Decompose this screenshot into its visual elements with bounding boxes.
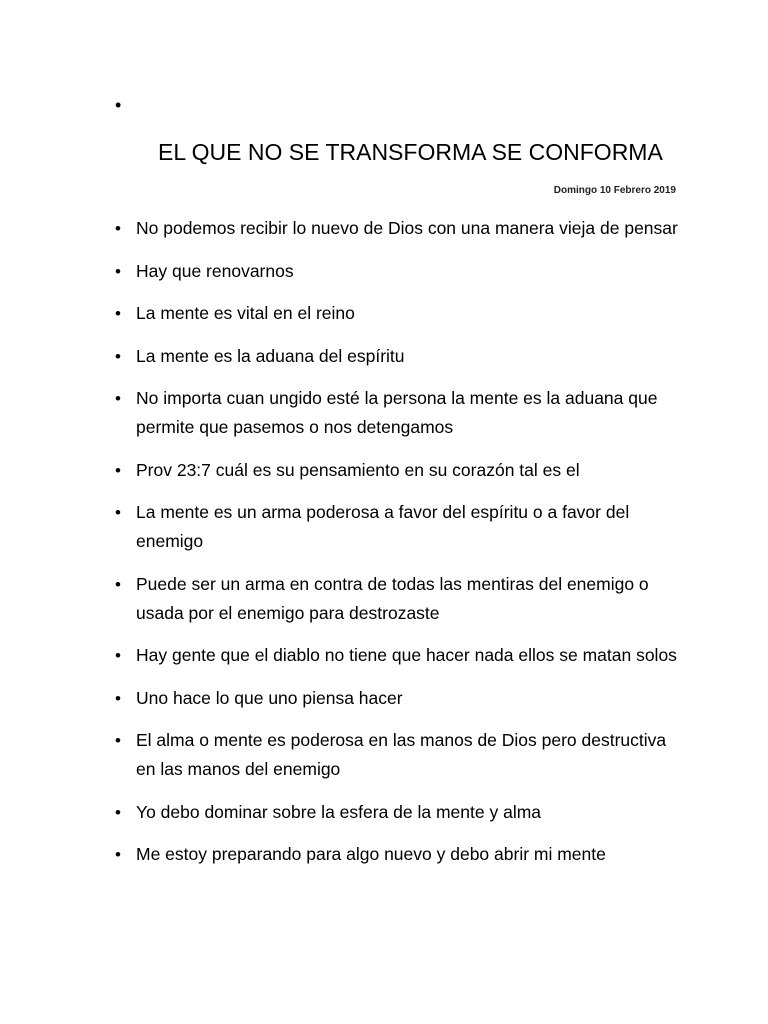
- list-item-text: No podemos recibir lo nuevo de Dios con una manera vieja de pensar: [136, 218, 678, 238]
- list-item: [112, 684, 682, 713]
- list-item: [112, 840, 682, 869]
- bullet-icon: •: [115, 845, 121, 864]
- bullet-list: [112, 214, 682, 883]
- list-item-text: Prov 23:7 cuál es su pensamiento en su corazón tal es el: [136, 459, 580, 480]
- bullet-icon: •: [115, 261, 121, 281]
- bullet-icon: •: [115, 389, 121, 408]
- list-item: [112, 726, 682, 784]
- list-item-text: La mente es la aduana del espíritu: [136, 345, 405, 366]
- list-item: [112, 257, 682, 286]
- list-item: [112, 342, 682, 371]
- bullet-icon: •: [115, 503, 121, 522]
- list-item-text: Me estoy preparando para algo nuevo y debo abrir mi mente: [136, 844, 606, 864]
- list-item: [112, 214, 682, 243]
- document-title: EL QUE NO SE TRANSFORMA SE CONFORMA: [158, 139, 663, 165]
- bullet-icon: •: [115, 646, 121, 665]
- list-item-text: Hay que renovarnos: [136, 260, 294, 281]
- list-item-text: Hay gente que el diablo no tiene que hacer nada ellos se matan solos: [136, 645, 677, 665]
- list-item-text: Yo debo dominar sobre la esfera de la mente y alma: [136, 801, 542, 822]
- list-item: [112, 384, 682, 442]
- bullet-icon: •: [115, 802, 121, 822]
- bullet-icon: •: [115, 688, 121, 708]
- list-item: [112, 456, 682, 485]
- list-item-text: No importa cuan ungido esté la persona la mente es la aduana que permite que pasemos o nos detengamos: [136, 388, 658, 437]
- list-item-text: La mente es un arma poderosa a favor del espíritu o a favor del enemigo: [136, 502, 630, 551]
- bullet-icon: •: [115, 219, 121, 238]
- empty-bullet: •: [115, 95, 122, 115]
- document-date: Domingo 10 Febrero 2019: [553, 185, 676, 196]
- bullet-icon: •: [115, 346, 121, 366]
- list-item: [112, 641, 682, 670]
- bullet-icon: •: [115, 574, 121, 594]
- list-item: [112, 498, 682, 556]
- bullet-icon: •: [115, 731, 121, 750]
- list-item-text: Puede ser un arma en contra de todas las mentiras del enemigo o usada por el enemigo para destrozaste: [136, 573, 649, 623]
- bullet-icon: •: [115, 460, 121, 480]
- bullet-icon: •: [115, 304, 121, 323]
- list-item: [112, 798, 682, 827]
- list-item: [112, 570, 682, 628]
- list-item-text: Uno hace lo que uno piensa hacer: [136, 687, 403, 708]
- list-item: [112, 299, 682, 328]
- list-item-text: La mente es vital en el reino: [136, 303, 355, 323]
- list-item-text: El alma o mente es poderosa en las manos de Dios pero destructiva en las manos del enemigo: [136, 730, 667, 779]
